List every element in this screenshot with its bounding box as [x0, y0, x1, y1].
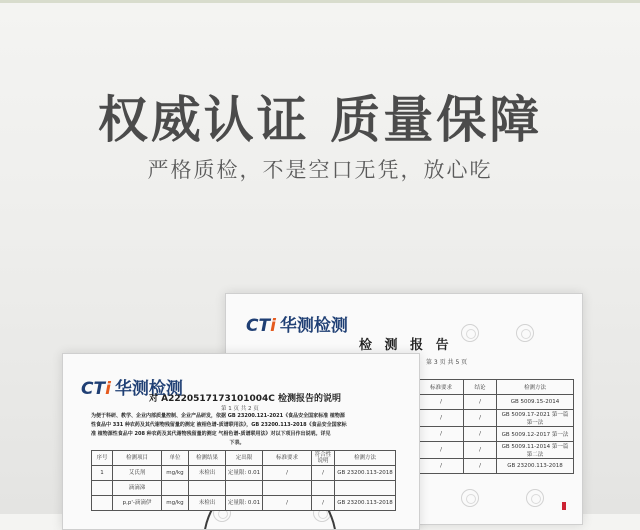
- cti-logo: CTi 华测检测: [81, 379, 183, 399]
- table-row: [92, 496, 396, 511]
- table-cell: /: [464, 395, 497, 410]
- table-cell: [189, 481, 226, 496]
- table-cell: GB 5009.17-2021 第一篇 第一法: [497, 410, 574, 427]
- table-row: [419, 442, 574, 459]
- table-cell: /: [263, 496, 312, 511]
- paragraph-line: 下表。: [229, 440, 245, 446]
- cti-logo: CTi 华测检测: [246, 316, 348, 336]
- table-header-cell: 检测方法: [335, 451, 396, 466]
- table-cell: /: [419, 427, 464, 442]
- table-cell: [92, 481, 113, 496]
- table-cell: [92, 496, 113, 511]
- table-cell: [226, 481, 263, 496]
- table-cell: 滴滴涕: [113, 481, 162, 496]
- table-cell: mg/kg: [162, 466, 189, 481]
- table-cell: GB 23200.113-2018: [497, 459, 574, 474]
- watermark-icon: [461, 324, 479, 342]
- front-results-table: [91, 450, 396, 511]
- table-header-cell: 单位: [162, 451, 189, 466]
- table-cell: mg/kg: [162, 496, 189, 511]
- table-row: [92, 466, 396, 481]
- page-headline: 权威认证 质量保障: [97, 91, 543, 149]
- explanation-title: 对 A2220517173101004C 检测报告的说明: [149, 394, 342, 404]
- table-header-cell: 序号: [92, 451, 113, 466]
- table-cell: 艾氏剂: [113, 466, 162, 481]
- table-row: [92, 481, 396, 496]
- table-cell: 未检出: [189, 496, 226, 511]
- table-header-cell: 检测结果: [189, 451, 226, 466]
- report-document-front: [62, 353, 420, 530]
- table-header-row: [419, 380, 574, 395]
- table-header-row: [92, 451, 396, 466]
- watermark-icon: [461, 489, 479, 507]
- table-cell: /: [312, 496, 335, 511]
- table-cell: 1: [92, 466, 113, 481]
- table-header-cell: 结论: [464, 380, 497, 395]
- table-cell: /: [419, 395, 464, 410]
- table-cell: GB 23200.113-2018: [335, 496, 396, 511]
- watermark-icon: [516, 324, 534, 342]
- top-divider: [0, 0, 640, 3]
- table-cell: GB 5009.11-2014 第一篇 第二法: [497, 442, 574, 459]
- table-row: [419, 459, 574, 474]
- table-header-cell: 定出限: [226, 451, 263, 466]
- table-cell: /: [464, 442, 497, 459]
- report-title: 检 测 报 告: [359, 338, 453, 353]
- watermark-icon: [526, 489, 544, 507]
- table-cell: GB 5009.15-2014: [497, 395, 574, 410]
- table-header-cell: 标准要求: [263, 451, 312, 466]
- back-results-table: [418, 379, 574, 474]
- page-number: 第 3 页 共 5 页: [426, 359, 468, 366]
- paragraph-line: 准 植物源性食品中 208 种农药及其代谢物残留量的测定 气相色谱-质谱联用法》对以下项目作出说明。详见: [91, 431, 331, 437]
- table-cell: GB 5009.12-2017 第一法: [497, 427, 574, 442]
- table-cell: [312, 481, 335, 496]
- table-header-cell: 标准要求: [419, 380, 464, 395]
- table-cell: [335, 481, 396, 496]
- table-cell: /: [263, 466, 312, 481]
- table-cell: /: [464, 410, 497, 427]
- table-cell: 定量限: 0.01: [226, 496, 263, 511]
- table-row: [419, 395, 574, 410]
- page-number: 第 1 页 共 2 页: [221, 406, 259, 412]
- paragraph-line: 性食品中 331 种农药及其代谢物残留量的测定 液相色谱-质谱联用法》，GB 23200.113-2018《食品安全国家标: [91, 422, 347, 428]
- table-row: [419, 427, 574, 442]
- table-cell: p,p'-滴滴伊: [113, 496, 162, 511]
- table-header-cell: 检测项目: [113, 451, 162, 466]
- table-cell: 未检出: [189, 466, 226, 481]
- red-mark: [562, 502, 566, 510]
- table-cell: [263, 481, 312, 496]
- paragraph-line: 为便于科研、教学、企业内部质量控制、企业产品研发，依据 GB 23200.121-2021《食品安全国家标准 植物源: [91, 413, 345, 419]
- table-cell: /: [312, 466, 335, 481]
- page-subheadline: 严格质检，不是空口无凭，放心吃: [147, 158, 493, 182]
- table-cell: [162, 481, 189, 496]
- explanation-paragraph: [91, 412, 383, 448]
- table-row: [419, 410, 574, 427]
- table-cell: /: [419, 410, 464, 427]
- table-cell: /: [464, 459, 497, 474]
- table-header-cell: 符合性说明: [312, 451, 335, 466]
- table-header-cell: 检测方法: [497, 380, 574, 395]
- table-cell: /: [419, 459, 464, 474]
- table-cell: /: [419, 442, 464, 459]
- table-cell: GB 23200.113-2018: [335, 466, 396, 481]
- table-cell: /: [464, 427, 497, 442]
- table-cell: 定量限: 0.01: [226, 466, 263, 481]
